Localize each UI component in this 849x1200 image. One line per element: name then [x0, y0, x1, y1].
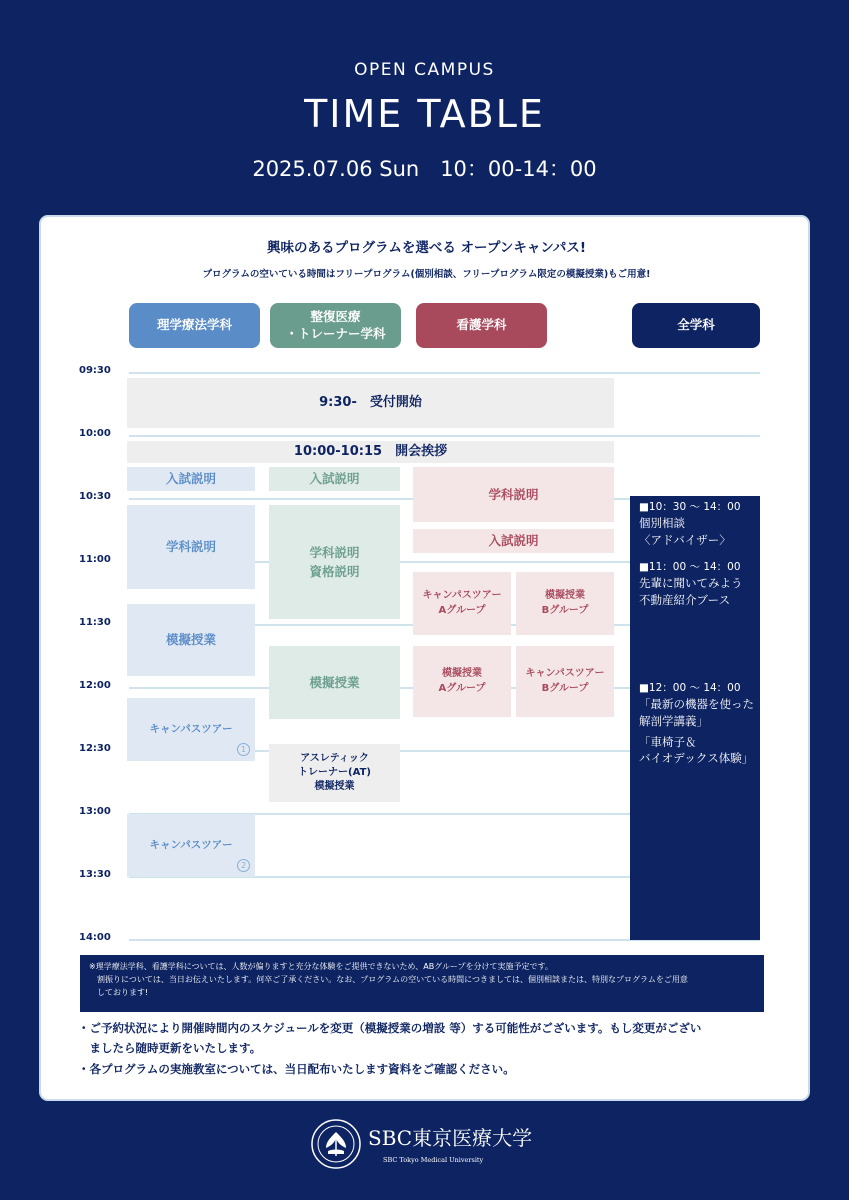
university-seal-icon — [310, 1118, 362, 1170]
group-number-badge: 2 — [237, 859, 250, 872]
all-item-3 — [639, 681, 754, 767]
nurse-mock-a-block: 模擬授業 Aグループ — [413, 646, 511, 717]
nurse-tour-b-block: キャンパスツアー Bグループ — [516, 646, 614, 717]
all-item-2-text: 先輩に聞いてみよう 不動産紹介ブース — [639, 576, 743, 607]
note-box — [80, 955, 764, 1012]
pt-mock-class-block: 模擬授業 — [127, 604, 255, 676]
opening-block: 10:00-10:15 開会挨拶 — [127, 441, 614, 463]
time-label: 10:00 — [79, 428, 111, 439]
judo-dept-info-block: 学科説明 資格説明 — [269, 505, 400, 619]
nurse-admission-block: 入試説明 — [413, 529, 614, 553]
all-item-1-text: 個別相談 〈アドバイザー〉 — [639, 516, 731, 547]
lead-subline: プログラムの空いている時間はフリープログラム(個別相談、フリープログラム限定の模擬授業)もご用意! — [202, 269, 651, 280]
timetable-card — [39, 215, 810, 1101]
all-dept-column — [630, 496, 760, 940]
judo-admission-block: 入試説明 — [269, 467, 400, 491]
judo-at-class-block: アスレティック トレーナー(AT) 模擬授業 — [269, 744, 400, 802]
nurse-dept-info-block: 学科説明 — [413, 467, 614, 522]
reception-block: 9:30- 受付開始 — [127, 378, 614, 428]
header-date: 2025.07.06 Sun 10：00-14：00 — [252, 157, 597, 181]
note-text: ※理学療法学科、看護学科については、人数が偏りますと充分な体験をご提供できないため、ABグループを分けて実施予定です。 割振りについては、当日お伝えいたします。何卒ご了承ください。なお、プログラムの空いている時間につきましては、個別相談または、特別なプログラムをご用意 しております! — [89, 962, 688, 998]
dept-header-all: 全学科 — [632, 303, 760, 348]
time-label: 11:00 — [79, 554, 111, 565]
pt-tour2-label: キャンパスツアー — [149, 839, 233, 852]
dept-header-nursing: 看護学科 — [416, 303, 547, 348]
page-footer — [0, 1116, 849, 1176]
group-number-badge: 1 — [237, 743, 250, 756]
time-label: 12:30 — [79, 743, 111, 754]
pt-campus-tour-1-block — [127, 698, 255, 761]
pt-admission-block: 入試説明 — [127, 467, 255, 491]
pt-dept-info-block: 学科説明 — [127, 505, 255, 589]
grid-line — [129, 372, 760, 374]
all-item-1 — [639, 500, 741, 549]
time-label: 13:30 — [79, 869, 111, 880]
grid-line — [129, 435, 760, 437]
all-item-3-time: ■12：00 ～ 14：00 — [639, 682, 741, 694]
all-item-1-time: ■10：30 ～ 14：00 — [639, 501, 741, 513]
university-name: SBC東京医療大学 — [368, 1126, 533, 1150]
pt-campus-tour-2-block — [127, 814, 255, 877]
time-label: 12:00 — [79, 680, 111, 691]
all-item-3-text-a: 「最新の機器を使った 解剖学講義」 — [639, 697, 754, 728]
judo-mock-class-block: 模擬授業 — [269, 646, 400, 719]
time-label: 14:00 — [79, 932, 111, 943]
header-subtitle: OPEN CAMPUS — [354, 60, 495, 80]
header-title: TIME TABLE — [304, 92, 545, 136]
dept-header-judo-trainer: 整復医療 ・トレーナー学科 — [270, 303, 401, 348]
all-item-2-time: ■11：00 ～ 14：00 — [639, 561, 741, 573]
all-item-2 — [639, 560, 743, 609]
pt-tour1-label: キャンパスツアー — [149, 723, 233, 736]
all-item-3-text-b: 「車椅子＆ バイオデックス体験」 — [639, 734, 754, 766]
time-label: 13:00 — [79, 806, 111, 817]
dept-header-physical-therapy: 理学療法学科 — [129, 303, 260, 348]
nurse-tour-a-block: キャンパスツアー Aグループ — [413, 572, 511, 635]
lead-headline: 興味のあるプログラムを選べる オープンキャンパス! — [266, 240, 587, 256]
time-label: 10:30 — [79, 491, 111, 502]
bullet-schedule-change: ・ご予約状況により開催時間内のスケジュールを変更（模擬授業の増設 等）する可能性がございます。もし変更がござい ましたら随時更新をいたします。 — [78, 1021, 702, 1055]
university-name-en: SBC Tokyo Medical University — [383, 1156, 484, 1164]
bullet-classroom-info: ・各プログラムの実施教室については、当日配布いたします資料をご確認ください。 — [78, 1062, 515, 1076]
nurse-mock-b-block: 模擬授業 Bグループ — [516, 572, 614, 635]
time-label: 09:30 — [79, 365, 111, 376]
time-label: 11:30 — [79, 617, 111, 628]
